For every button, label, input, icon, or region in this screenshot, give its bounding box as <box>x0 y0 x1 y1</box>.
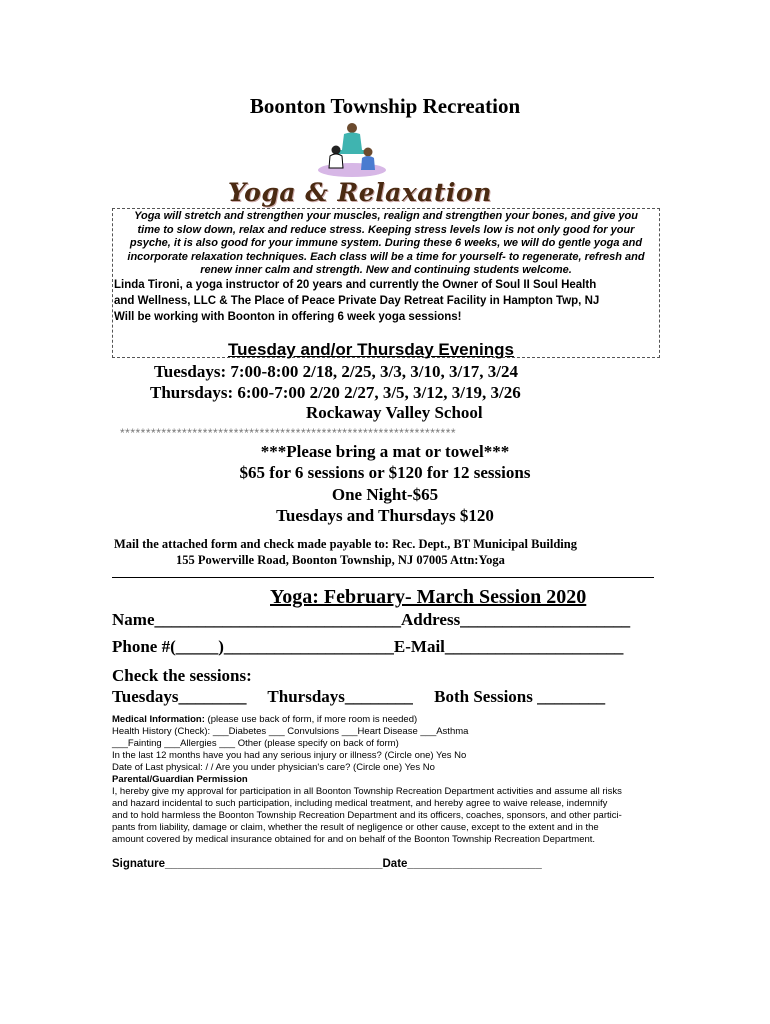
intro-line: Yoga will stretch and strengthen your muscles, realign and strengthen your bones, and give you <box>134 210 638 222</box>
instructor-bio-line: Linda Tironi, a yoga instructor of 20 years and currently the Owner of Soul II Soul Health <box>114 279 597 291</box>
signature-date-field[interactable]: Signature__________________________________Date_____________________ <box>112 858 542 870</box>
intro-line: psyche, it is also good for your immune system. During these 6 weeks, we will do gentle yoga and <box>129 237 643 249</box>
page-title: Boonton Township Recreation <box>249 94 521 118</box>
permission-text: I, hereby give my approval for participation in all Boonton Township Recreation Department activities and assume all risks <box>112 786 622 797</box>
medical-heading: Medical Information: <box>112 714 205 725</box>
intro-line: incorporate relaxation techniques. Each class will be a time for yourself- to regenerate, refresh and <box>127 250 645 263</box>
health-history-line[interactable]: Health History (Check): ___Diabetes ___ Convulsions ___Heart Disease ___Asthma <box>112 726 469 737</box>
intro-line: time to slow down, relax and reduce stress. Keeping stress levels low is not only good for your <box>137 223 635 236</box>
permission-text: amount covered by medical insurance obtained for and on behalf of the Boonton Township Recreation Department. <box>112 834 596 845</box>
price-both-nights: Tuesdays and Thursdays $120 <box>276 506 494 525</box>
divider-line <box>112 577 654 578</box>
mail-instructions: Mail the attached form and check made payable to: Rec. Dept., BT Municipal Building <box>114 537 577 551</box>
permission-text: and to hold harmless the Boonton Township Recreation Department and its officers, coaches, sponsors, and other partici- <box>112 810 622 821</box>
intro-text <box>118 210 654 278</box>
permission-heading: Parental/Guardian Permission <box>112 774 248 785</box>
bring-mat-note: ***Please bring a mat or towel*** <box>260 442 510 461</box>
intro-line: renew inner calm and strength. New and continuing students welcome. <box>200 264 572 276</box>
medical-information <box>112 714 662 846</box>
mail-address: 155 Powerville Road, Boonton Township, NJ 07005 Attn:Yoga <box>176 553 505 567</box>
program-subtitle: Yoga & Relaxation <box>228 178 492 207</box>
sessions-choice-field[interactable]: Tuesdays________ Thursdays________ Both Sessions ________ <box>112 687 606 706</box>
divider-stars: ***************************************************************** <box>120 426 457 440</box>
permission-text: and hazard incidental to such participation, including medical treatment, and hereby agree to waive release, indemnify <box>112 798 608 809</box>
instructor-bio-line: Will be working with Boonton in offering 6 week yoga sessions! <box>114 311 462 323</box>
thursday-schedule: Thursdays: 6:00-7:00 2/20 2/27, 3/5, 3/12, 3/19, 3/26 <box>150 383 521 402</box>
permission-text: pants from liability, damage or claim, whether the result of negligence or other cause, except to the extent and in the <box>112 822 599 833</box>
phone-email-field[interactable]: Phone #(_____)____________________E-Mail_____________________ <box>112 637 624 656</box>
tuesday-schedule: Tuesdays: 7:00-8:00 2/18, 2/25, 3/3, 3/10, 3/17, 3/24 <box>154 362 518 381</box>
check-sessions-label: Check the sessions: <box>112 666 252 685</box>
price-one-night: One Night-$65 <box>331 485 439 504</box>
yoga-figures-illustration <box>312 120 392 178</box>
form-title: Yoga: February- March Session 2020 <box>270 586 587 608</box>
instructor-bio-line: and Wellness, LLC & The Place of Peace Private Day Retreat Facility in Hampton Twp, NJ <box>114 295 600 307</box>
injury-question[interactable]: In the last 12 months have you had any serious injury or illness? (Circle one) Yes No <box>112 750 467 761</box>
health-history-line[interactable]: ___Fainting ___Allergies ___ Other (please specify on back of form) <box>112 738 399 749</box>
schedule-heading: Tuesday and/or Thursday Evenings <box>228 340 514 359</box>
physical-question[interactable]: Date of Last physical: / / Are you under physician's care? (Circle one) Yes No <box>112 762 435 773</box>
location: Rockaway Valley School <box>306 403 483 422</box>
medical-heading-note: (please use back of form, if more room is needed) <box>204 714 418 725</box>
name-address-field[interactable]: Name_____________________________Address____________________ <box>112 610 631 629</box>
price-sessions: $65 for 6 sessions or $120 for 12 sessions <box>239 463 531 482</box>
